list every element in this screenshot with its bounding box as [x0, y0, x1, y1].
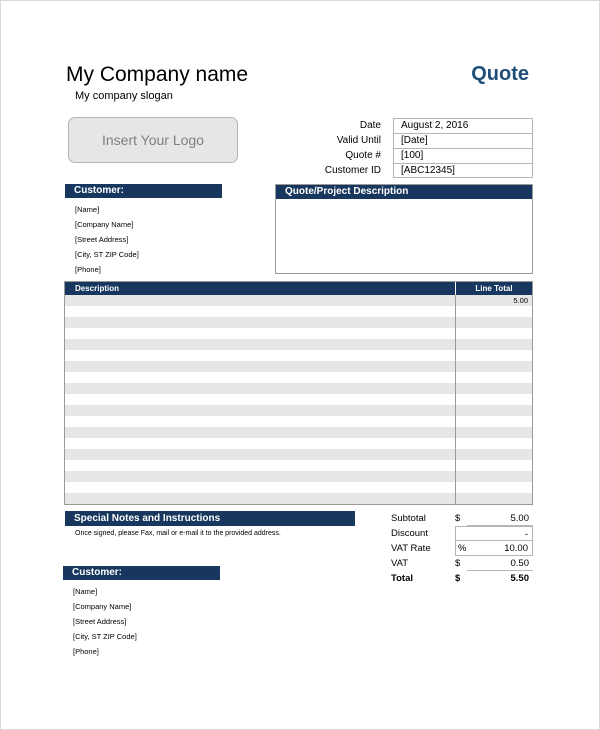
table-row[interactable]: [65, 361, 532, 372]
currency-symbol: $: [455, 558, 461, 569]
customer-company-field[interactable]: [Company Name]: [75, 220, 134, 229]
line-total-cell[interactable]: [455, 372, 532, 383]
description-cell[interactable]: [65, 317, 455, 328]
table-row[interactable]: [65, 416, 532, 427]
customer-section: [65, 184, 222, 277]
meta-row-quote-number: [301, 148, 533, 163]
discount-label: Discount: [391, 528, 428, 539]
table-row[interactable]: [65, 372, 532, 383]
description-cell[interactable]: [65, 328, 455, 339]
totals-table: [391, 511, 533, 586]
description-cell[interactable]: [65, 361, 455, 372]
line-total-cell[interactable]: [455, 350, 532, 361]
table-row[interactable]: [65, 449, 532, 460]
description-cell[interactable]: [65, 405, 455, 416]
special-notes-section: [65, 511, 355, 537]
table-row[interactable]: [65, 339, 532, 350]
discount-value: -: [524, 529, 528, 540]
line-total-column-header: Line Total: [455, 282, 532, 295]
vat-row: [391, 556, 533, 571]
meta-row-date: [301, 118, 533, 133]
table-row[interactable]: [65, 394, 532, 405]
description-cell[interactable]: [65, 449, 455, 460]
line-total-cell[interactable]: [455, 438, 532, 449]
discount-symbol: [456, 527, 470, 540]
description-column-header: Description: [75, 284, 120, 293]
vat-rate-label: VAT Rate: [391, 543, 431, 554]
vat-label: VAT: [391, 558, 409, 569]
meta-row-valid-until: [301, 133, 533, 148]
customer-city-field[interactable]: [City, ST ZIP Code]: [73, 632, 137, 641]
line-total-cell[interactable]: [455, 471, 532, 482]
description-cell[interactable]: [65, 471, 455, 482]
customer-phone-field[interactable]: [Phone]: [73, 647, 99, 656]
description-cell[interactable]: [65, 383, 455, 394]
table-row[interactable]: [65, 405, 532, 416]
table-row[interactable]: [65, 328, 532, 339]
document-title: Quote: [471, 63, 529, 85]
line-total-cell[interactable]: [455, 416, 532, 427]
line-total-cell[interactable]: [455, 482, 532, 493]
customer-header: Customer:: [65, 184, 222, 198]
description-cell[interactable]: [65, 372, 455, 383]
meta-row-customer-id: [301, 163, 533, 178]
line-total-cell[interactable]: [455, 383, 532, 394]
description-cell[interactable]: [65, 460, 455, 471]
line-total-cell[interactable]: [455, 306, 532, 317]
table-row[interactable]: [65, 317, 532, 328]
table-row[interactable]: [65, 306, 532, 317]
line-total-cell[interactable]: [455, 339, 532, 350]
company-name: My Company name: [66, 63, 249, 86]
vat-rate-row: [391, 541, 533, 556]
description-cell[interactable]: [65, 295, 455, 306]
customer-company-field[interactable]: [Company Name]: [73, 602, 132, 611]
table-row[interactable]: [65, 471, 532, 482]
line-items-header: [65, 282, 532, 295]
vat-value: 0.50: [467, 556, 533, 571]
description-cell[interactable]: [65, 306, 455, 317]
description-cell[interactable]: [65, 438, 455, 449]
description-cell[interactable]: [65, 394, 455, 405]
line-total-cell[interactable]: [455, 460, 532, 471]
description-cell[interactable]: [65, 416, 455, 427]
total-value: 5.50: [510, 573, 529, 584]
vat-rate-value: 10.00: [504, 543, 528, 554]
valid-until-field[interactable]: [Date]: [393, 133, 533, 148]
customer-id-field[interactable]: [ABC12345]: [393, 163, 533, 178]
line-total-cell[interactable]: [455, 405, 532, 416]
customer-header: Customer:: [63, 566, 220, 580]
table-row[interactable]: [65, 460, 532, 471]
project-description-box[interactable]: [275, 184, 533, 274]
special-notes-header: Special Notes and Instructions: [65, 511, 355, 526]
logo-placeholder-text: Insert Your Logo: [102, 132, 204, 148]
description-cell[interactable]: [65, 339, 455, 350]
meta-label: Valid Until: [336, 135, 381, 146]
description-cell[interactable]: [65, 482, 455, 493]
customer-phone-field[interactable]: [Phone]: [75, 265, 101, 274]
subtotal-row: [391, 511, 533, 526]
table-row[interactable]: [65, 295, 532, 306]
quote-meta-table: [301, 118, 533, 178]
total-row: [391, 571, 533, 586]
customer-street-field[interactable]: [Street Address]: [73, 617, 127, 626]
line-total-cell[interactable]: [455, 394, 532, 405]
currency-symbol: $: [455, 513, 461, 524]
meta-label: Customer ID: [324, 165, 381, 176]
company-slogan: My company slogan: [75, 90, 173, 102]
meta-label: Date: [359, 120, 381, 131]
table-row[interactable]: [65, 438, 532, 449]
description-cell[interactable]: [65, 427, 455, 438]
description-cell[interactable]: [65, 350, 455, 361]
line-total-cell[interactable]: 5.00: [455, 295, 532, 306]
table-row[interactable]: [65, 493, 532, 504]
vat-rate-input[interactable]: [455, 541, 533, 556]
total-label: Total: [391, 573, 413, 584]
date-field[interactable]: August 2, 2016: [393, 118, 533, 133]
table-row[interactable]: [65, 482, 532, 493]
line-total-cell[interactable]: [455, 328, 532, 339]
percent-symbol: %: [458, 543, 467, 554]
meta-label: Quote #: [345, 150, 381, 161]
discount-input[interactable]: [455, 526, 533, 541]
customer-section-secondary: [63, 566, 220, 659]
customer-name-field[interactable]: [Name]: [75, 205, 100, 214]
subtotal-label: Subtotal: [391, 513, 426, 524]
special-notes-text[interactable]: Once signed, please Fax, mail or e-mail it to the provided address.: [75, 530, 281, 537]
table-row[interactable]: [65, 350, 532, 361]
quote-number-field[interactable]: [100]: [393, 148, 533, 163]
customer-name-field[interactable]: [Name]: [73, 587, 98, 596]
table-row[interactable]: [65, 427, 532, 438]
line-total-cell[interactable]: [455, 449, 532, 460]
line-total-cell[interactable]: [455, 493, 532, 504]
description-cell[interactable]: [65, 493, 455, 504]
subtotal-value: 5.00: [467, 511, 533, 526]
line-total-cell[interactable]: [455, 361, 532, 372]
customer-city-field[interactable]: [City, ST ZIP Code]: [75, 250, 139, 259]
line-items-table: [64, 281, 533, 505]
line-total-cell[interactable]: [455, 427, 532, 438]
logo-placeholder[interactable]: [68, 117, 238, 163]
customer-street-field[interactable]: [Street Address]: [75, 235, 129, 244]
project-description-header: Quote/Project Description: [276, 185, 532, 199]
discount-row: [391, 526, 533, 541]
line-total-cell[interactable]: [455, 317, 532, 328]
table-row[interactable]: [65, 383, 532, 394]
currency-symbol: $: [455, 573, 461, 584]
